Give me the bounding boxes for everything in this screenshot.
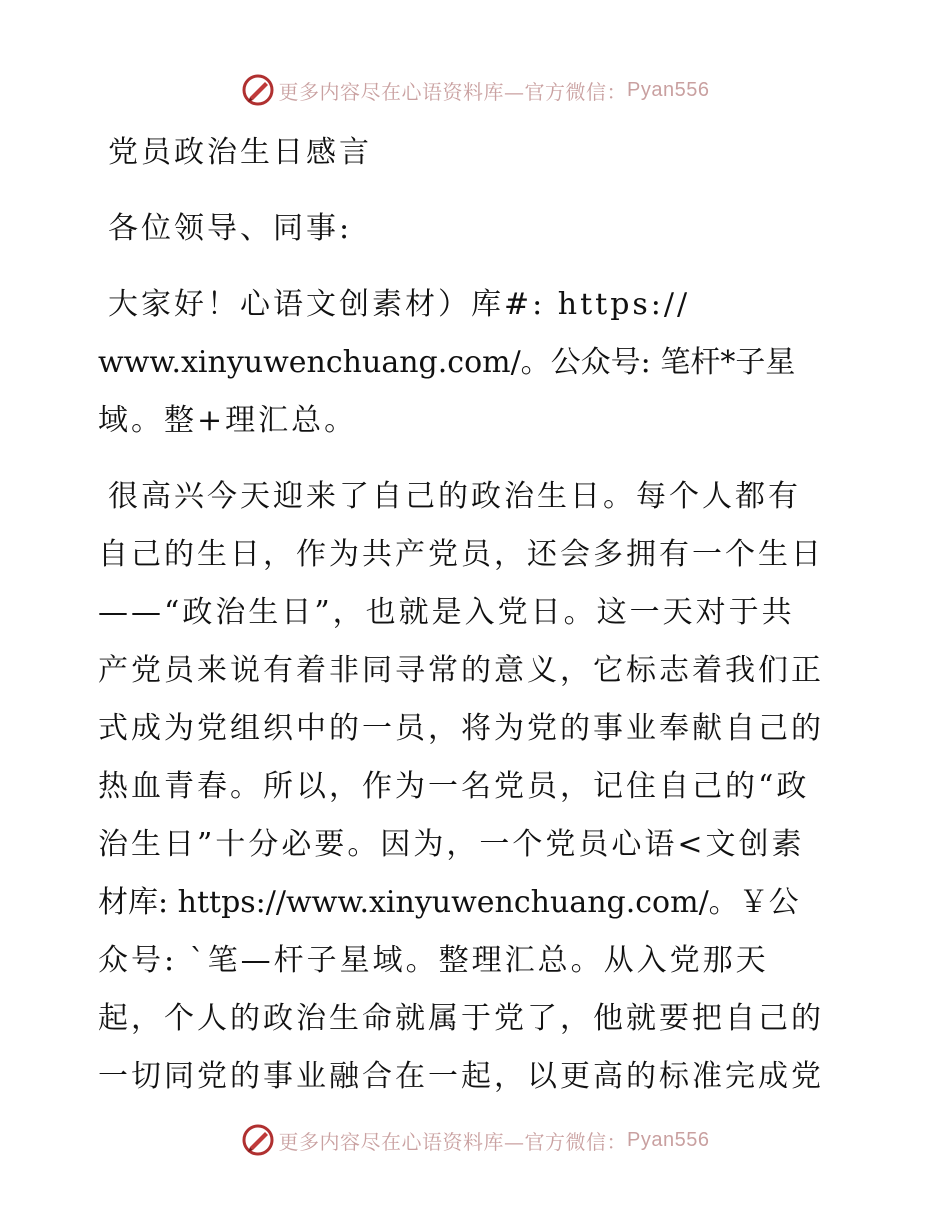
paragraph-line: 域。整+理汇总。	[98, 403, 358, 438]
header-banner-text: 更多内容尽在心语资料库—官方微信：	[278, 79, 628, 104]
paragraph-line: 众号: `笔—杆子星域。整理汇总。从入党那天	[98, 943, 769, 978]
paragraph-line: 式成为党组织中的一员，将为党的事业奉献自己的	[98, 711, 824, 746]
paragraph-line: 起，个人的政治生命就属于党了，他就要把自己的	[98, 1001, 824, 1036]
footer-wechat-id: Pyan556	[627, 1128, 710, 1151]
pen-logo-icon	[241, 73, 275, 107]
paragraph-line: ——“政治生日”，也就是入党日。这一天对于共	[98, 595, 795, 630]
paragraph-line: 热血青春。所以，作为一名党员，记住自己的“政	[98, 769, 810, 804]
paragraph-line: www.xinyuwenchuang.com/。公众号: 笔杆*子星	[98, 345, 796, 380]
paragraph-line: 自己的生日，作为共产党员，还会多拥有一个生日	[98, 537, 824, 572]
paragraph-line: 材库: https://www.xinyuwenchuang.com/。￥公	[98, 885, 799, 920]
paragraph-1	[98, 276, 858, 450]
header-banner	[0, 70, 950, 110]
footer-banner-text: 更多内容尽在心语资料库—官方微信：	[278, 1129, 628, 1154]
paragraph-2	[98, 468, 858, 1106]
paragraph-line: 产党员来说有着非同寻常的意义，它标志着我们正	[98, 653, 824, 688]
paragraph-line: 治生日”十分必要。因为，一个党员心语<文创素	[98, 827, 805, 862]
salutation: 各位领导、同事:	[108, 211, 353, 246]
header-wechat-id: Pyan556	[627, 78, 710, 101]
pen-logo-icon	[241, 1123, 275, 1157]
document-title: 党员政治生日感言	[108, 135, 372, 170]
paragraph-line: 很高兴今天迎来了自己的政治生日。每个人都有	[108, 479, 801, 514]
document-body	[98, 124, 858, 1106]
paragraph-line: 一切同党的事业融合在一起，以更高的标准完成党	[98, 1059, 824, 1094]
paragraph-line: 大家好！心语文创素材）库#: https://	[108, 287, 691, 322]
footer-banner	[0, 1120, 950, 1160]
